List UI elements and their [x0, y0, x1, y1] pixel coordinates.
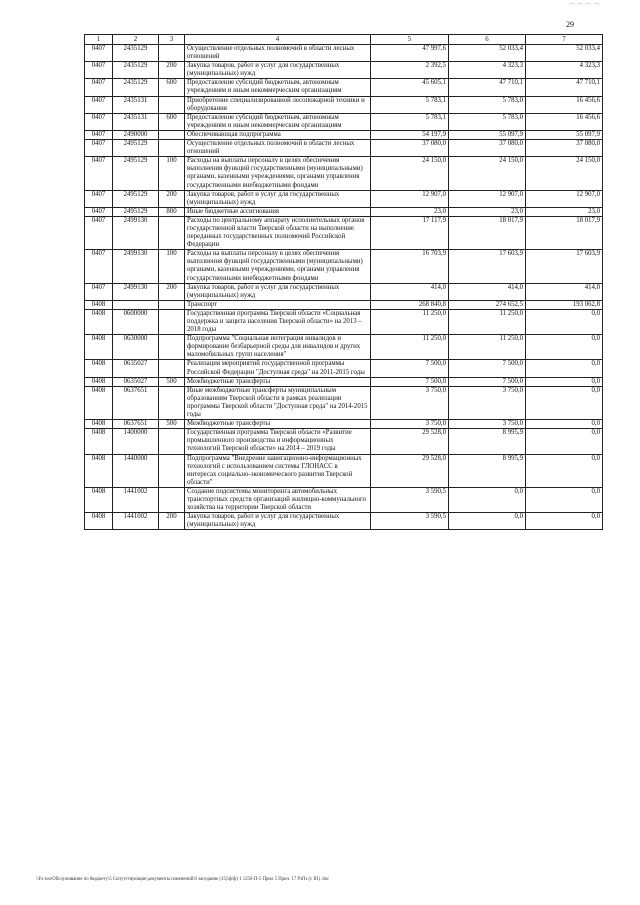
- amount-col5-cell: 37 080,0: [371, 140, 449, 157]
- item-name-cell: Иные межбюджетные трансферты муниципальным образованиям Тверской области в рамках реализации программы Тверской области "Доступная среда" на 2014-2015 годы: [185, 386, 371, 419]
- table-row: [85, 309, 603, 334]
- target-code-cell: 1441002: [113, 487, 159, 512]
- target-code-cell: 0637651: [113, 386, 159, 419]
- item-name-cell: Иные бюджетные ассигнования: [185, 207, 371, 216]
- amount-col6-cell: 11 250,0: [449, 335, 526, 360]
- section-code-cell: 0407: [85, 283, 113, 300]
- header-marks: — — — —: [569, 2, 600, 7]
- amount-col7-cell: 414,0: [526, 283, 603, 300]
- expense-type-cell: [159, 454, 185, 487]
- item-name-cell: Транспорт: [185, 300, 371, 309]
- target-code-cell: 2435129: [113, 79, 159, 96]
- target-code-cell: 2435129: [113, 62, 159, 79]
- table-row: [85, 420, 603, 429]
- amount-col5-cell: 47 997,6: [371, 45, 449, 62]
- section-code-cell: 0408: [85, 386, 113, 419]
- amount-col7-cell: 52 033,4: [526, 45, 603, 62]
- amount-col7-cell: 17 603,9: [526, 250, 603, 283]
- amount-col5-cell: 3 590,5: [371, 487, 449, 512]
- amount-col5-cell: 3 590,5: [371, 513, 449, 530]
- table-row: [85, 454, 603, 487]
- item-name-cell: Предоставление субсидий бюджетным, автономным учреждениям и иным некоммерческим организациям: [185, 79, 371, 96]
- section-code-cell: 0408: [85, 513, 113, 530]
- target-code-cell: 2435129: [113, 45, 159, 62]
- item-name-cell: Закупка товаров, работ и услуг для государственных (муниципальных) нужд: [185, 190, 371, 207]
- amount-col6-cell: 8 995,9: [449, 454, 526, 487]
- item-name-cell: Закупка товаров, работ и услуг для государственных (муниципальных) нужд: [185, 283, 371, 300]
- amount-col7-cell: 0,0: [526, 377, 603, 386]
- item-name-cell: Подпрограмма "Социальная интеграция инвалидов и формирование безбарьерной среды для инвалидов и других маломобильных групп населения": [185, 335, 371, 360]
- section-code-cell: 0407: [85, 216, 113, 249]
- amount-col5-cell: 3 750,0: [371, 386, 449, 419]
- item-name-cell: Государственная программа Тверской области «Развитие промышленного производства и информационных технологий Тверской области» на 2014 – 2019 годы: [185, 429, 371, 454]
- table-row: [85, 79, 603, 96]
- item-name-cell: Межбюджетные трансферты: [185, 420, 371, 429]
- expense-type-cell: 200: [159, 62, 185, 79]
- amount-col5-cell: 54 197,9: [371, 130, 449, 139]
- amount-col6-cell: 3 750,0: [449, 386, 526, 419]
- item-name-cell: Закупка товаров, работ и услуг для государственных (муниципальных) нужд: [185, 62, 371, 79]
- target-code-cell: 0630000: [113, 335, 159, 360]
- amount-col6-cell: 7 500,0: [449, 360, 526, 377]
- amount-col7-cell: 0,0: [526, 429, 603, 454]
- table-row: [85, 377, 603, 386]
- amount-col5-cell: 7 500,0: [371, 377, 449, 386]
- amount-col6-cell: 18 017,9: [449, 216, 526, 249]
- table-row: [85, 157, 603, 190]
- table-row: [85, 335, 603, 360]
- section-code-cell: 0407: [85, 96, 113, 113]
- table-row: [85, 140, 603, 157]
- amount-col6-cell: 37 080,0: [449, 140, 526, 157]
- amount-col6-cell: 274 652,5: [449, 300, 526, 309]
- section-code-cell: 0407: [85, 140, 113, 157]
- amount-col6-cell: 0,0: [449, 487, 526, 512]
- amount-col6-cell: 17 603,9: [449, 250, 526, 283]
- expense-type-cell: 200: [159, 513, 185, 530]
- amount-col5-cell: 3 750,0: [371, 420, 449, 429]
- expense-type-cell: [159, 300, 185, 309]
- target-code-cell: 1400000: [113, 429, 159, 454]
- amount-col6-cell: 0,0: [449, 513, 526, 530]
- item-name-cell: Осуществление отдельных полномочий в области лесных отношений: [185, 45, 371, 62]
- column-header: 5: [371, 35, 449, 45]
- expense-type-cell: [159, 335, 185, 360]
- target-code-cell: 2435131: [113, 113, 159, 130]
- amount-col5-cell: 45 605,1: [371, 79, 449, 96]
- table-body: [85, 45, 603, 530]
- amount-col6-cell: 5 783,0: [449, 113, 526, 130]
- expense-type-cell: 500: [159, 420, 185, 429]
- item-name-cell: Реализация мероприятий государственной программы Российской Федерации "Доступная среда" на 2011-2015 годы: [185, 360, 371, 377]
- item-name-cell: Расходы по центральному аппарату исполнительных органов государственной власти Тверской области на выполнение переданных государственных полномочий Российской Федерации: [185, 216, 371, 249]
- column-header: 4: [185, 35, 371, 45]
- amount-col5-cell: 17 117,9: [371, 216, 449, 249]
- target-code-cell: 2495129: [113, 190, 159, 207]
- amount-col7-cell: 0,0: [526, 335, 603, 360]
- amount-col5-cell: 2 392,5: [371, 62, 449, 79]
- amount-col6-cell: 23,0: [449, 207, 526, 216]
- item-name-cell: Обеспечивающая подпрограмма: [185, 130, 371, 139]
- amount-col5-cell: 12 907,0: [371, 190, 449, 207]
- section-code-cell: 0408: [85, 487, 113, 512]
- section-code-cell: 0408: [85, 420, 113, 429]
- section-code-cell: 0407: [85, 250, 113, 283]
- amount-col7-cell: 24 150,0: [526, 157, 603, 190]
- amount-col7-cell: 0,0: [526, 309, 603, 334]
- amount-col7-cell: 0,0: [526, 360, 603, 377]
- amount-col6-cell: 8 995,9: [449, 429, 526, 454]
- amount-col7-cell: 18 017,9: [526, 216, 603, 249]
- amount-col5-cell: 11 250,0: [371, 335, 449, 360]
- table-row: [85, 113, 603, 130]
- table-row: [85, 300, 603, 309]
- amount-col6-cell: 414,0: [449, 283, 526, 300]
- amount-col6-cell: 5 783,0: [449, 96, 526, 113]
- amount-col7-cell: 0,0: [526, 454, 603, 487]
- table-row: [85, 513, 603, 530]
- amount-col7-cell: 47 710,1: [526, 79, 603, 96]
- expense-type-cell: [159, 96, 185, 113]
- table-row: [85, 190, 603, 207]
- amount-col7-cell: 23,0: [526, 207, 603, 216]
- target-code-cell: 2495129: [113, 207, 159, 216]
- amount-col6-cell: 4 323,3: [449, 62, 526, 79]
- column-header: 6: [449, 35, 526, 45]
- column-header: 3: [159, 35, 185, 45]
- amount-col7-cell: 0,0: [526, 513, 603, 530]
- target-code-cell: 1441002: [113, 513, 159, 530]
- table-row: [85, 45, 603, 62]
- item-name-cell: Осуществление отдельных полномочий в области лесных отношений: [185, 140, 371, 157]
- section-code-cell: 0407: [85, 207, 113, 216]
- expense-type-cell: [159, 45, 185, 62]
- section-code-cell: 0408: [85, 335, 113, 360]
- expense-type-cell: [159, 360, 185, 377]
- item-name-cell: Государственная программа Тверской области «Социальная поддержка и защита населения Тверской области» на 2013 – 2018 годы: [185, 309, 371, 334]
- table-row: [85, 487, 603, 512]
- target-code-cell: 0600000: [113, 309, 159, 334]
- amount-col6-cell: 24 150,0: [449, 157, 526, 190]
- expense-type-cell: [159, 386, 185, 419]
- expense-type-cell: [159, 309, 185, 334]
- amount-col5-cell: 29 528,0: [371, 454, 449, 487]
- amount-col5-cell: 5 783,1: [371, 113, 449, 130]
- budget-table: [84, 34, 603, 530]
- amount-col5-cell: 414,0: [371, 283, 449, 300]
- table-header-row: [85, 35, 603, 45]
- item-name-cell: Приобретение специализированной лесопожарной техники и оборудования: [185, 96, 371, 113]
- amount-col5-cell: 24 150,0: [371, 157, 449, 190]
- amount-col7-cell: 12 907,0: [526, 190, 603, 207]
- expense-type-cell: [159, 140, 185, 157]
- section-code-cell: 0408: [85, 377, 113, 386]
- footer-file-path: \\Fs-ion\Обслуживание по бюджету\5 Сопутствующие\документы изменений\9 заседание (15)\ф\ф) 1 1250-П-5 Прил 5 Прил. 17 РзПз (с III) .doc: [36, 877, 330, 882]
- expense-type-cell: [159, 216, 185, 249]
- expense-type-cell: [159, 487, 185, 512]
- section-code-cell: 0408: [85, 429, 113, 454]
- target-code-cell: 2499130: [113, 216, 159, 249]
- target-code-cell: 2499130: [113, 250, 159, 283]
- target-code-cell: 2495129: [113, 140, 159, 157]
- table-row: [85, 250, 603, 283]
- expense-type-cell: 800: [159, 207, 185, 216]
- amount-col7-cell: 0,0: [526, 386, 603, 419]
- amount-col7-cell: 0,0: [526, 487, 603, 512]
- expense-type-cell: 200: [159, 190, 185, 207]
- table-row: [85, 429, 603, 454]
- target-code-cell: 2499130: [113, 283, 159, 300]
- amount-col6-cell: 47 710,1: [449, 79, 526, 96]
- target-code-cell: 2490000: [113, 130, 159, 139]
- amount-col7-cell: 37 080,0: [526, 140, 603, 157]
- amount-col5-cell: 7 500,0: [371, 360, 449, 377]
- amount-col7-cell: 4 323,3: [526, 62, 603, 79]
- expense-type-cell: [159, 429, 185, 454]
- item-name-cell: Расходы на выплаты персоналу в целях обеспечения выполнения функций государственными (муниципальными) органами, казенными учреждениями, органами управления государственными внебюджетными фондами: [185, 157, 371, 190]
- expense-type-cell: 100: [159, 250, 185, 283]
- expense-type-cell: 100: [159, 157, 185, 190]
- amount-col5-cell: 29 528,0: [371, 429, 449, 454]
- table-row: [85, 360, 603, 377]
- section-code-cell: 0407: [85, 157, 113, 190]
- target-code-cell: 0635027: [113, 360, 159, 377]
- amount-col7-cell: 16 456,6: [526, 96, 603, 113]
- expense-type-cell: 600: [159, 113, 185, 130]
- expense-type-cell: 500: [159, 377, 185, 386]
- amount-col7-cell: 0,0: [526, 420, 603, 429]
- section-code-cell: 0407: [85, 45, 113, 62]
- column-header: 7: [526, 35, 603, 45]
- amount-col7-cell: 55 097,9: [526, 130, 603, 139]
- target-code-cell: [113, 300, 159, 309]
- column-header: 1: [85, 35, 113, 45]
- section-code-cell: 0407: [85, 190, 113, 207]
- amount-col5-cell: 5 783,1: [371, 96, 449, 113]
- target-code-cell: 0637651: [113, 420, 159, 429]
- table-row: [85, 283, 603, 300]
- target-code-cell: 2495129: [113, 157, 159, 190]
- section-code-cell: 0408: [85, 360, 113, 377]
- item-name-cell: Подпрограмма "Внедрение навигационно-информационных технологий с использованием системы ГЛОНАСС в интересах социально-экономического развития Тверской области": [185, 454, 371, 487]
- table-row: [85, 130, 603, 139]
- expense-type-cell: [159, 130, 185, 139]
- amount-col7-cell: 193 062,8: [526, 300, 603, 309]
- section-code-cell: 0408: [85, 454, 113, 487]
- target-code-cell: 1440000: [113, 454, 159, 487]
- amount-col7-cell: 16 456,6: [526, 113, 603, 130]
- amount-col6-cell: 12 907,0: [449, 190, 526, 207]
- amount-col5-cell: 23,0: [371, 207, 449, 216]
- expense-type-cell: 200: [159, 283, 185, 300]
- amount-col5-cell: 16 703,9: [371, 250, 449, 283]
- amount-col5-cell: 11 250,0: [371, 309, 449, 334]
- item-name-cell: Закупка товаров, работ и услуг для государственных (муниципальных) нужд: [185, 513, 371, 530]
- section-code-cell: 0408: [85, 309, 113, 334]
- section-code-cell: 0407: [85, 130, 113, 139]
- item-name-cell: Межбюджетные трансферты: [185, 377, 371, 386]
- table-row: [85, 207, 603, 216]
- section-code-cell: 0408: [85, 300, 113, 309]
- amount-col6-cell: 3 750,0: [449, 420, 526, 429]
- amount-col5-cell: 268 840,8: [371, 300, 449, 309]
- item-name-cell: Создание подсистемы мониторинга автомобильных транспортных средств организаций жилищно-коммунального хозяйства на территории Тверской области: [185, 487, 371, 512]
- section-code-cell: 0407: [85, 113, 113, 130]
- item-name-cell: Предоставление субсидий бюджетным, автономным учреждениям и иным некоммерческим организациям: [185, 113, 371, 130]
- table-row: [85, 386, 603, 419]
- target-code-cell: 0635027: [113, 377, 159, 386]
- item-name-cell: Расходы на выплаты персоналу в целях обеспечения выполнения функций государственными (муниципальными) органами, казенными учреждениями, органами управления государственными внебюджетными фондами: [185, 250, 371, 283]
- section-code-cell: 0407: [85, 62, 113, 79]
- amount-col6-cell: 55 097,9: [449, 130, 526, 139]
- column-header: 2: [113, 35, 159, 45]
- target-code-cell: 2435131: [113, 96, 159, 113]
- amount-col6-cell: 7 500,0: [449, 377, 526, 386]
- table-row: [85, 62, 603, 79]
- amount-col6-cell: 11 250,0: [449, 309, 526, 334]
- table-row: [85, 96, 603, 113]
- amount-col6-cell: 52 033,4: [449, 45, 526, 62]
- expense-type-cell: 600: [159, 79, 185, 96]
- section-code-cell: 0407: [85, 79, 113, 96]
- table-row: [85, 216, 603, 249]
- page-number: 29: [566, 20, 574, 29]
